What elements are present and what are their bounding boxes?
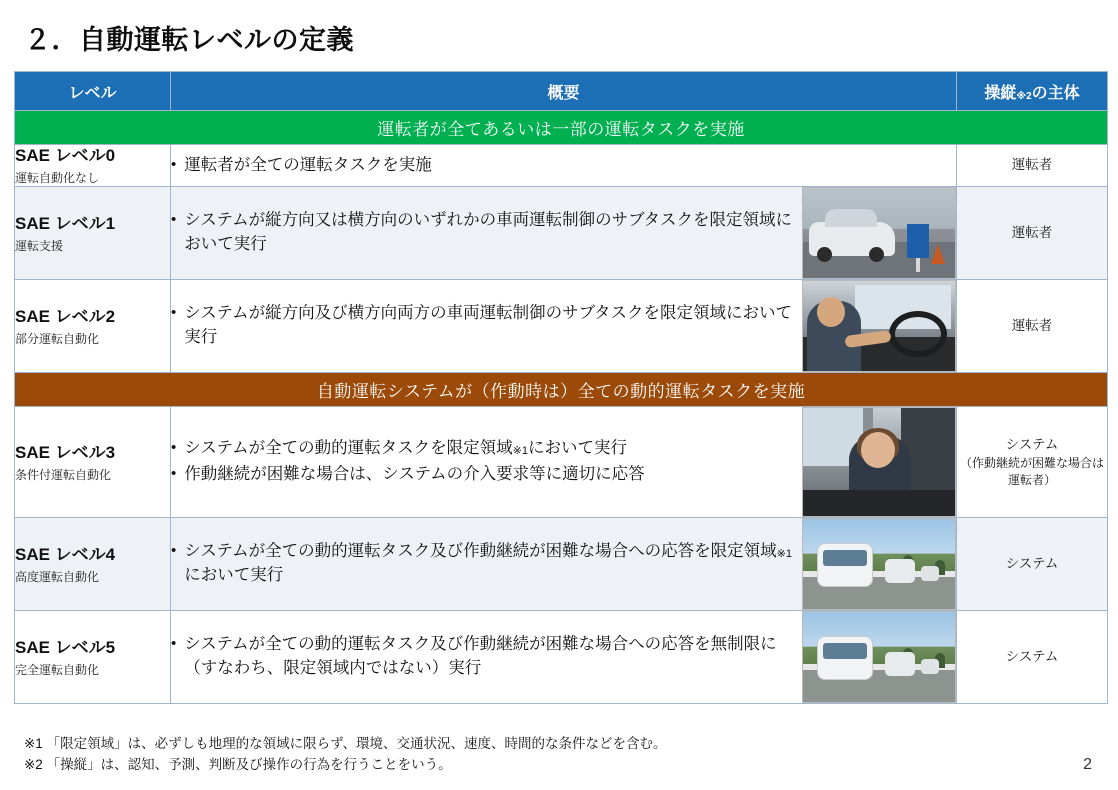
automation-levels-table xyxy=(14,71,1108,704)
actor-label-2: 運転者 xyxy=(1011,317,1053,333)
level-sub-2: 部分運転自動化 xyxy=(15,331,100,346)
level-sub-3: 条件付運転自動化 xyxy=(15,467,112,482)
column-header-outline: 概要 xyxy=(171,72,957,111)
column-header-actor xyxy=(957,72,1108,111)
actor-label-0: 運転者 xyxy=(1011,157,1053,173)
level-sub-4: 高度運転自動化 xyxy=(15,569,100,584)
bullet-list-2 xyxy=(171,302,792,350)
column-header-actor-tail: の主体 xyxy=(1031,84,1080,102)
page-number: 2 xyxy=(1083,756,1092,773)
bullet-dot-icon: • xyxy=(171,211,177,229)
bullet-list-5 xyxy=(171,633,792,681)
driver-head-shape xyxy=(861,432,895,468)
table-row xyxy=(15,145,1108,187)
bullet-text: システムが縦方向又は横方向のいずれかの車両運転制御のサブタスクを限定領域において実行 xyxy=(184,211,792,254)
traffic-cone-shape xyxy=(931,244,945,264)
bullet-text-post: において実行 xyxy=(527,439,627,458)
thumbnail-autonomous-shuttle xyxy=(802,518,956,610)
shuttle-window-shape xyxy=(823,643,867,659)
shuttle-shape xyxy=(817,636,873,680)
level-cell-1 xyxy=(15,187,171,280)
bullet-item xyxy=(171,209,792,257)
actor-label-5: システム xyxy=(1005,648,1059,664)
bullet-text xyxy=(184,437,792,461)
column-header-actor-text: 操縦 xyxy=(984,84,1017,102)
table-row xyxy=(15,611,1108,704)
table-row xyxy=(15,187,1108,280)
level-sub-5: 完全運転自動化 xyxy=(15,662,100,677)
level-name-1: SAE レベル1 xyxy=(15,213,116,233)
dashboard-shape xyxy=(803,490,955,516)
level-name-3: SAE レベル3 xyxy=(15,442,116,462)
table-row xyxy=(15,280,1108,373)
actor-cell-1 xyxy=(957,187,1108,280)
level-cell-4 xyxy=(15,518,171,611)
shuttle-shape xyxy=(921,659,939,674)
bullet-item xyxy=(171,463,792,487)
bullet-item xyxy=(171,540,792,588)
actor-cell-4 xyxy=(957,518,1108,611)
table-header-row xyxy=(15,72,1108,111)
bullet-dot-icon: • xyxy=(171,635,177,653)
level-name-2: SAE レベル2 xyxy=(15,306,116,326)
bullet-text-sup: ※1 xyxy=(512,445,528,458)
desc-cell-5 xyxy=(171,611,957,704)
bullet-item xyxy=(171,633,792,681)
level-name-4: SAE レベル4 xyxy=(15,544,116,564)
level-cell-0 xyxy=(15,145,171,187)
bullet-item xyxy=(171,154,956,178)
actor-cell-0 xyxy=(957,145,1108,187)
bullet-dot-icon: • xyxy=(171,542,177,560)
desc-cell-3 xyxy=(171,407,957,518)
shuttle-window-shape xyxy=(823,550,867,566)
band-row-system xyxy=(15,373,1108,407)
desc-cell-1 xyxy=(171,187,957,280)
actor-cell-2 xyxy=(957,280,1108,373)
shuttle-shape xyxy=(921,566,939,581)
actor-label-4: システム xyxy=(1005,555,1059,571)
actor-note-3: （作動継続が困難な場合は運転者） xyxy=(959,455,1104,487)
level-name-5: SAE レベル5 xyxy=(15,637,116,657)
bullet-text-sup: ※1 xyxy=(776,548,792,561)
level-cell-5 xyxy=(15,611,171,704)
level-sub-0: 運転自動化なし xyxy=(15,171,100,186)
bullet-text-pre: システムが全ての動的運転タスク及び作動継続が困難な場合への応答を限定領域 xyxy=(184,542,777,561)
table-row xyxy=(15,518,1108,611)
desc-cell-2 xyxy=(171,280,957,373)
thumbnail-car-on-road-with-sign xyxy=(802,187,956,279)
thumbnail-woman-in-driver-seat xyxy=(802,407,956,517)
bullet-text-pre: システムが全ての動的運転タスクを限定領域 xyxy=(184,439,513,458)
bullet-list-0 xyxy=(171,154,956,178)
shuttle-shape xyxy=(817,543,873,587)
level-cell-3 xyxy=(15,407,171,518)
band-row-driver xyxy=(15,111,1108,145)
actor-cell-5 xyxy=(957,611,1108,704)
band-label-driver: 運転者が全てあるいは一部の運転タスクを実施 xyxy=(15,111,1108,145)
actor-label-3: システム xyxy=(1005,437,1059,452)
footnote-2: ※2 「操縦」は、認知、予測、判断及び操作の行為を行うことをいう。 xyxy=(24,757,452,773)
bullet-item xyxy=(171,302,792,350)
thumbnail-autonomous-shuttle xyxy=(802,611,956,703)
column-header-level: レベル xyxy=(15,72,171,111)
bullet-text: システムが全ての動的運転タスク及び作動継続が困難な場合への応答を無制限に（すなわち、限定領域内ではない）実行 xyxy=(184,635,777,678)
page-title: ２．自動運転レベルの定義 xyxy=(24,25,354,55)
actor-label-1: 運転者 xyxy=(1011,224,1053,240)
shuttle-shape xyxy=(885,652,915,676)
bullet-dot-icon: • xyxy=(171,155,177,173)
bullet-text: 作動継続が困難な場合は、システムの介入要求等に適切に応答 xyxy=(184,465,645,484)
band-label-system: 自動運転システムが（作動時は）全ての動的運転タスクを実施 xyxy=(15,373,1108,407)
bullet-text: システムが縦方向及び横方向両方の車両運転制御のサブタスクを限定領域において実行 xyxy=(184,304,792,347)
column-header-actor-sup: ※2 xyxy=(1016,90,1032,102)
desc-cell-0 xyxy=(171,145,957,187)
bullet-list-1 xyxy=(171,209,792,257)
bullet-dot-icon: • xyxy=(171,304,177,322)
thumbnail-driver-hands-on-wheel xyxy=(802,280,956,372)
bullet-list-4 xyxy=(171,540,792,588)
level-sub-1: 運転支援 xyxy=(15,238,64,253)
bullet-text-post: において実行 xyxy=(184,566,284,585)
table-row xyxy=(15,407,1108,518)
road-sign-shape xyxy=(907,224,929,258)
steering-wheel-shape xyxy=(889,311,947,357)
desc-cell-4 xyxy=(171,518,957,611)
bullet-text xyxy=(184,540,792,588)
bullet-text: 運転者が全ての運転タスクを実施 xyxy=(184,155,432,174)
actor-cell-3 xyxy=(957,407,1108,518)
footnotes xyxy=(24,734,667,776)
bullet-dot-icon: • xyxy=(171,465,177,483)
bullet-item xyxy=(171,437,792,461)
level-cell-2 xyxy=(15,280,171,373)
level-name-0: SAE レベル0 xyxy=(15,146,116,165)
shuttle-shape xyxy=(885,559,915,583)
bullet-list-3 xyxy=(171,437,792,487)
footnote-1: ※1 「限定領域」は、必ずしも地理的な領域に限らず、環境、交通状況、速度、時間的な条件などを含む。 xyxy=(24,736,667,752)
bullet-dot-icon: • xyxy=(171,439,177,457)
